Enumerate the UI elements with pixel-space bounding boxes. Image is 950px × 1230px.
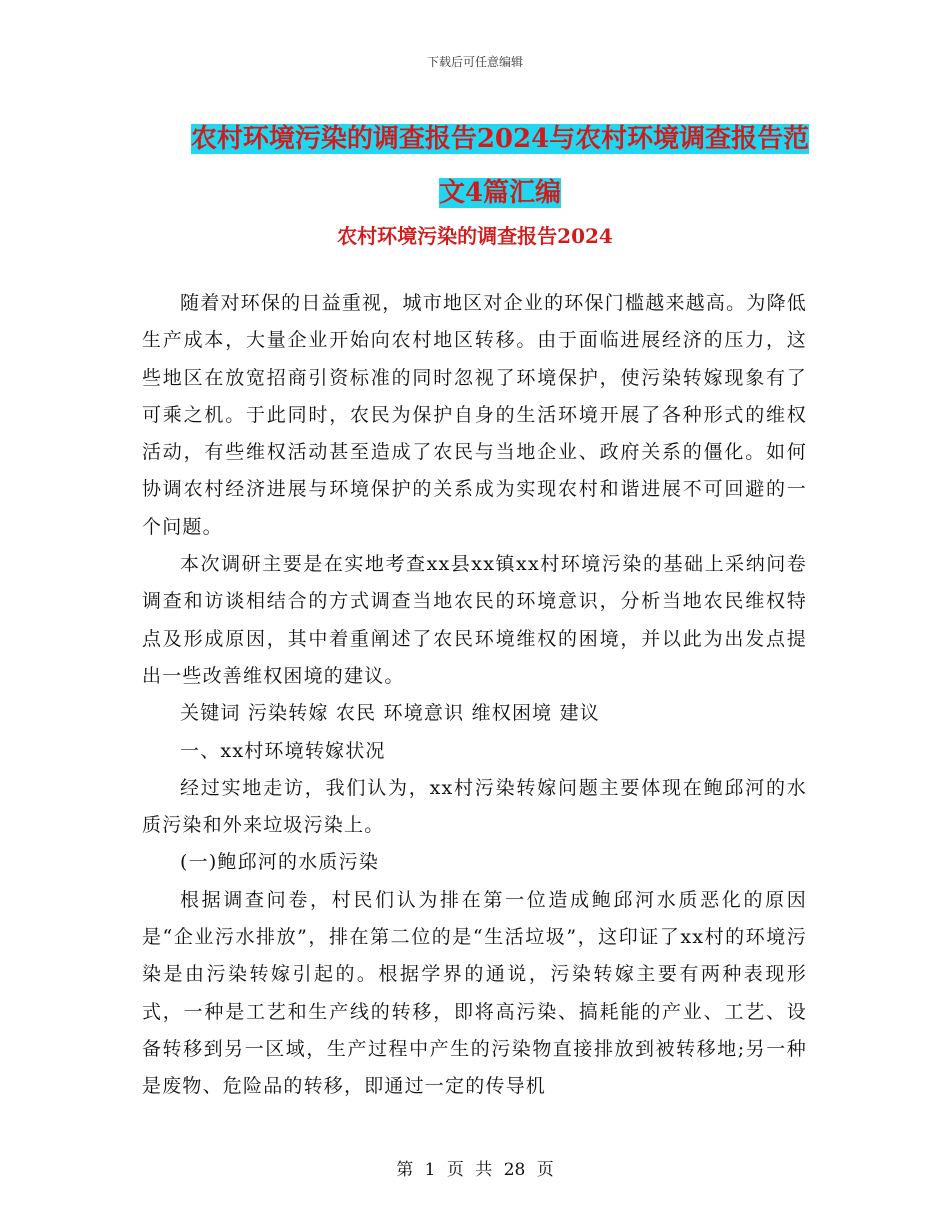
paragraph-method: 本次调研主要是在实地考查xx县xx镇xx村环境污染的基础上采纳问卷调查和访谈相结合的方式调查当地农民的环境意识，分析当地农民维权特点及形成原因，其中着重阐述了农民环境维权的困境，并以此为出发点提出一些改善维权困境的建议。 [142,553,807,687]
section-title: 农村环境污染的调查报告2024 [337,224,613,248]
paragraph-survey: 根据调查问卷，村民们认为排在第一位造成鲍邱河水质恶化的原因是“企业污水排放”，排在第二位的是“生活垃圾”，这印证了xx村的环境污染是由污染转嫁引起的。根据学界的通说，污染转嫁主要有两种表现形式，一种是工艺和生产线的转移，即将高污染、搞耗能的产业、工艺、设备转移到另一区域，生产过程中产生的污染物直接排放到被转移地;另一种是废物、危险品的转移，即通过一定的传导机 [142,888,807,1098]
document-title [150,112,850,220]
heading-section-1: 一、xx村环境转嫁状况 [180,739,386,762]
document-title-line-1: 农村环境污染的调查报告2024与农村环境调查报告范 [190,124,810,154]
document-title-line-2: 文4篇汇编 [438,178,562,208]
page-footer: 第 1 页 共 28 页 [396,1160,554,1180]
document-body [142,285,807,1106]
paragraph-intro: 随着对环保的日益重视，城市地区对企业的环保门槛越来越高。为降低生产成本，大量企业开始向农村地区转移。由于面临进展经济的压力，这些地区在放宽招商引资标准的同时忽视了环境保护，使污染转嫁现象有了可乘之机。于此同时，农民为保护自身的生活环境开展了各种形式的维权活动，有些维权活动甚至造成了农民与当地企业、政府关系的僵化。如何协调农村经济进展与环境保护的关系成为实现农村和谐进展不可回避的一个问题。 [142,292,807,538]
heading-subsection-1: (一)鲍邱河的水质污染 [180,851,380,874]
paragraph-keywords: 关键词 污染转嫁 农民 环境意识 维权困境 建议 [180,702,600,725]
header-note: 下载后可任意编辑 [426,55,523,69]
paragraph-overview: 经过实地走访，我们认为，xx村污染转嫁问题主要体现在鲍邱河的水质污染和外来垃圾污染上。 [142,776,807,837]
